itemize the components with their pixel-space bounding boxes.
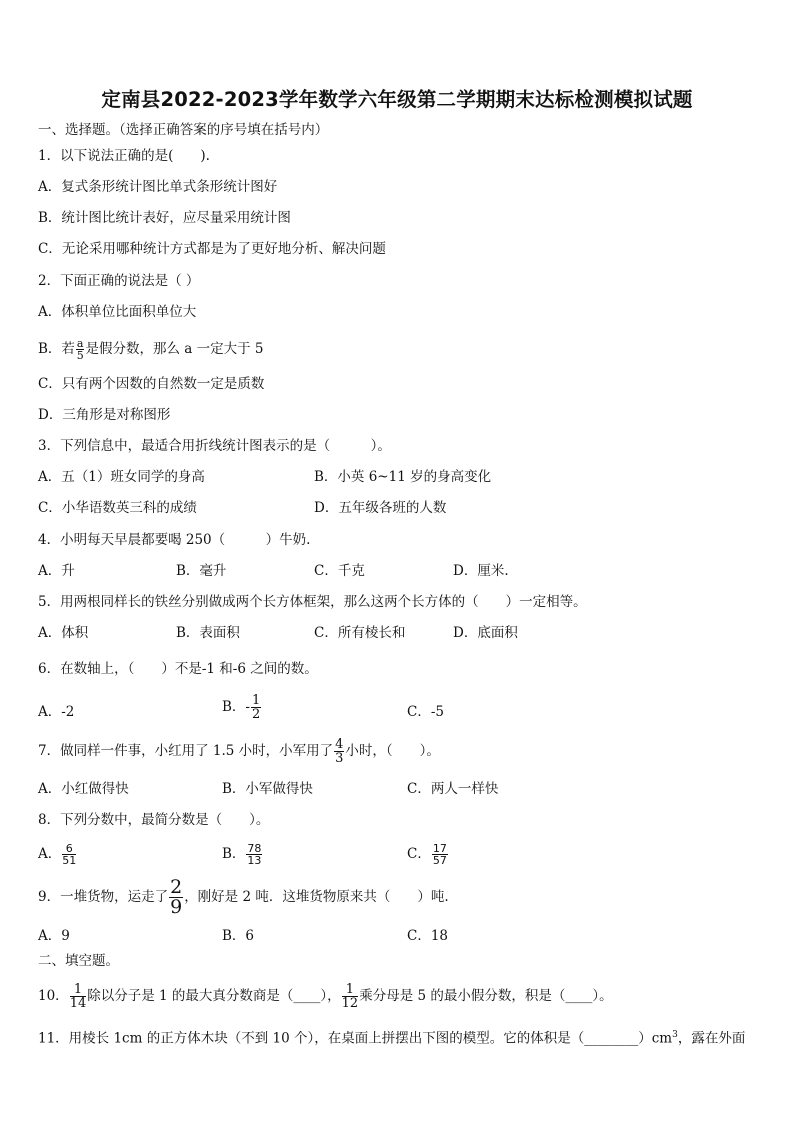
section-heading-choice: 一、选择题。（选择正确答案的序号填在括号内） [38,122,329,138]
fraction-two-ninths [169,878,183,917]
question-9-option-c: C．18 [407,928,449,944]
question-8-stem: 8．下列分数中，最简分数是（ ）。 [38,812,270,828]
question-11-text: 11．用棱长 1cm 的正方体木块（不到 10 个），在桌面上拼摆出下图的模型。它的体积是（________）cm [38,1030,673,1047]
fraction-numerator: 6 [62,843,76,855]
question-7-stem-prefix: 7．做同样一件事，小红用了 1.5 小时，小军用了 [38,743,334,759]
fraction-numerator: 17 [432,842,447,855]
question-10-label: 10． [38,988,69,1004]
question-11 [38,1026,745,1048]
page-title: 定南县2022-2023学年数学六年级第二学期期末达标检测模拟试题 [101,88,693,111]
question-7-option-b: B．小军做得快 [222,781,313,797]
question-3-option-c: C．小华语数英三科的成绩 [38,500,197,516]
question-5-stem: 5．用两根同样长的铁丝分别做成两个长方体框架，那么这两个长方体的（ ）一定相等。 [38,594,587,610]
question-6-stem: 6．在数轴上，（ ）不是-1 和-6 之间的数。 [38,661,318,677]
fraction-numerator: 1 [251,693,261,708]
question-5-option-a: A．体积 [38,625,89,641]
question-1-stem: 1．以下说法正确的是( ). [38,148,210,164]
cubic-superscript: 3 [672,1030,678,1040]
question-4-option-a: A．升 [38,563,75,579]
question-3-stem: 3．下列信息中，最适合用折线统计图表示的是（ ）。 [38,438,391,454]
question-9-stem-prefix: 9．一堆货物，运走了 [38,889,169,905]
question-9-stem [38,878,449,917]
fraction-78-13 [246,843,262,866]
question-3-option-d: D．五年级各班的人数 [314,500,447,516]
section-heading-fill: 二、填空题。 [38,953,119,969]
fraction-denominator: 12 [341,996,359,1011]
question-11-suffix: ，露在外面 [677,1030,746,1047]
fraction-6-51 [62,843,76,866]
option-label: C． [407,846,431,862]
question-1-option-c: C．无论采用哪种统计方式都是为了更好地分析、解决问题 [38,241,386,257]
question-4-option-d: D．厘米. [453,563,509,579]
question-4-option-c: C．千克 [314,563,365,579]
fraction-denominator: 57 [432,854,447,867]
fraction-numerator: 2 [170,876,183,898]
option-label: B． [222,846,246,862]
fraction-numerator: a [76,337,84,350]
question-7-option-c: C．两人一样快 [407,781,499,797]
question-5-option-b: B．表面积 [176,625,240,641]
question-2-option-b [38,338,264,361]
question-9-option-a: A．9 [38,928,70,944]
question-6-option-b [222,694,262,721]
question-3-option-b: B．小英 6~11 岁的身高变化 [314,469,492,485]
question-9-stem-suffix: ，刚好是 2 吨．这堆货物原来共（ ）吨. [184,889,449,905]
question-2-option-c: C．只有两个因数的自然数一定是质数 [38,376,265,392]
question-10-suffix: 乘分母是 5 的最小假分数，积是（____）。 [359,988,613,1004]
question-6-option-c: C．-5 [407,704,444,720]
question-10 [38,983,613,1010]
question-8-option-c [407,843,449,866]
question-4-stem: 4．小明每天早晨都要喝 250（ ）牛奶. [38,532,311,548]
question-1-option-b: B．统计图比统计表好，应尽量采用统计图 [38,210,291,226]
fraction-denominator: 13 [247,854,262,867]
fraction-1-12 [342,983,359,1010]
question-8-option-a [38,843,77,866]
fraction-17-57 [432,843,448,866]
fraction-a-over-5 [76,338,85,361]
question-7-stem [38,738,440,765]
fraction-denominator: 9 [170,896,183,918]
question-7-stem-suffix: 小时，（ ）。 [345,743,440,759]
question-6-option-b-prefix: B．- [222,699,250,715]
question-5-option-d: D．底面积 [453,625,518,641]
fraction-denominator: 5 [76,349,84,362]
question-10-middle: 除以分子是 1 的最大真分数商是（____）， [87,988,341,1004]
fraction-1-14 [70,983,87,1010]
fraction-denominator: 51 [62,854,77,867]
question-2-option-b-suffix: 是假分数，那么 a 一定大于 5 [85,341,264,357]
option-label: A． [38,846,62,862]
fraction-one-half [251,694,261,721]
question-9-option-b: B．6 [222,928,255,944]
question-2-option-a: A．体积单位比面积单位大 [38,304,197,320]
fraction-numerator: 1 [342,983,359,997]
question-3-option-a: A．五（1）班女同学的身高 [38,469,205,485]
question-8-option-b [222,843,263,866]
fraction-denominator: 2 [251,707,261,722]
question-2-option-b-prefix: B．若 [38,341,75,357]
question-7-option-a: A．小红做得快 [38,781,129,797]
question-5-option-c: C．所有棱长和 [314,625,406,641]
fraction-numerator: 4 [335,737,344,752]
fraction-denominator: 14 [69,996,87,1011]
question-6-option-a: A．-2 [38,704,75,720]
fraction-four-thirds [334,738,344,765]
fraction-numerator: 78 [247,842,262,855]
question-2-stem: 2．下面正确的说法是（ ） [38,273,200,289]
question-2-option-d: D．三角形是对称图形 [38,407,171,423]
question-4-option-b: B．毫升 [176,563,227,579]
question-1-option-a: A．复式条形统计图比单式条形统计图好 [38,179,278,195]
fraction-denominator: 3 [335,751,344,766]
fraction-numerator: 1 [70,983,87,997]
